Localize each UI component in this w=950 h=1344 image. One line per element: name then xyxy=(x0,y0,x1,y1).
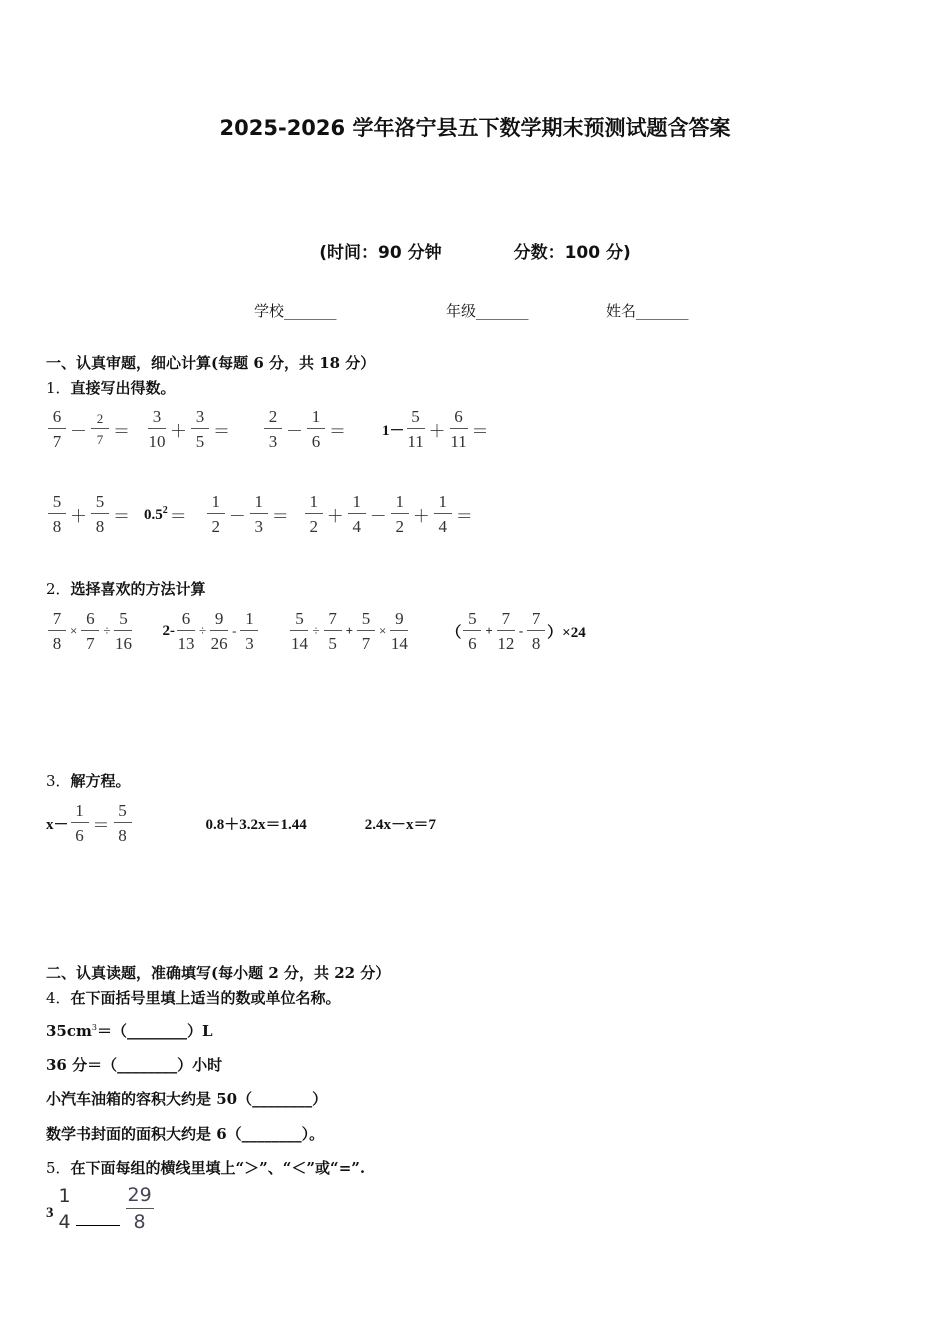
operator: × xyxy=(70,623,78,638)
power-expression: $0.5^2$ xyxy=(144,504,168,523)
operator: ＋ xyxy=(70,506,87,526)
equation-2: 0.8＋3.2x＝1.44 xyxy=(205,816,307,833)
fraction: $\frac{5}{8}$ xyxy=(48,493,66,535)
fraction: $\frac{9}{26}$ xyxy=(210,609,228,653)
fraction: $\frac{5}{6}$ xyxy=(463,610,481,652)
compare-blank[interactable] xyxy=(76,1224,120,1226)
school-field[interactable]: 学校_______ xyxy=(254,302,337,320)
equals-sign: ＝ xyxy=(113,421,130,441)
question-text: 解方程。 xyxy=(70,772,131,790)
operator: － xyxy=(286,421,303,441)
q4-line-4[interactable]: 数学书封面的面积大约是 6（________）。 xyxy=(46,1125,325,1143)
q1-row-2 xyxy=(46,493,475,535)
score-label: 分数：100 分) xyxy=(513,243,631,263)
operator: － xyxy=(228,506,246,526)
equals-sign: ＝ xyxy=(113,506,130,526)
q4-line-2[interactable]: 36 分＝（________）小时 xyxy=(46,1056,223,1074)
q1-row-1 xyxy=(46,408,491,450)
fill-blank[interactable]: ＝（________）L xyxy=(96,1022,213,1040)
fraction: $\frac{5}{7}$ xyxy=(357,610,375,652)
q4-line-1 xyxy=(46,1020,213,1041)
operator: ＋ xyxy=(326,506,344,526)
fraction: $\frac{7}{8}$ xyxy=(527,610,545,652)
operator: ÷ xyxy=(103,623,111,638)
fraction: $\frac{1}{6}$ xyxy=(307,408,325,450)
fraction: $\frac{5}{11}$ xyxy=(407,407,424,451)
left-paren: （ xyxy=(446,624,462,641)
question-text: 选择喜欢的方法计算 xyxy=(70,580,206,598)
q5-compare-row xyxy=(46,1186,156,1232)
fraction: $\frac{1}{2}$ xyxy=(305,493,323,535)
operator: - xyxy=(518,623,524,638)
operator: - xyxy=(232,623,237,638)
fraction: $\frac{1}{4}$ xyxy=(434,493,452,535)
grade-field[interactable]: 年级_______ xyxy=(446,302,529,320)
operator: × xyxy=(379,623,387,638)
fraction: $\frac{2}{7}$ xyxy=(91,412,109,446)
operator: － xyxy=(369,506,387,526)
fraction: $\frac{9}{14}$ xyxy=(390,609,408,653)
fraction: $\frac{1}{3}$ xyxy=(240,610,258,652)
question-text: 直接写出得数。 xyxy=(70,379,176,397)
mixed-whole: 3 xyxy=(46,1205,54,1221)
right-paren-times: ）×24 xyxy=(547,624,586,641)
fraction: $\frac{2}{3}$ xyxy=(264,408,282,450)
exponent: 3 xyxy=(91,1023,97,1032)
operator: ＋ xyxy=(170,421,187,441)
fraction: $\frac{1}{4}$ xyxy=(348,493,366,535)
fraction: $\frac{1}{2}$ xyxy=(207,493,225,535)
operator: + xyxy=(345,623,354,638)
fraction: $\frac{1}{6}$ xyxy=(71,802,89,844)
question-number: 4． xyxy=(46,989,71,1007)
section-1-heading: 一、认真审题，细心计算(每题 6 分，共 18 分） xyxy=(46,354,376,372)
time-score-line xyxy=(0,238,950,263)
time-label: (时间：90 分钟 xyxy=(319,243,442,263)
fraction: $\frac{7}{5}$ xyxy=(324,610,342,652)
page-title: 2025-2026 学年洛宁县五下数学期末预测试题含答案 xyxy=(219,116,731,140)
question-1 xyxy=(46,377,176,398)
question-text: 在下面每组的横线里填上“＞”、“＜”或“=”. xyxy=(70,1159,366,1177)
expression-lead: 1－ xyxy=(382,422,405,439)
question-text: 在下面括号里填上适当的数或单位名称。 xyxy=(70,989,341,1007)
operator: ＋ xyxy=(428,421,446,441)
equals-sign: ＝ xyxy=(329,421,346,441)
fraction: 1 4 xyxy=(58,1185,71,1233)
equals-sign: ＝ xyxy=(471,421,489,441)
equals-sign: ＝ xyxy=(455,506,473,526)
fraction: $\frac{6}{7}$ xyxy=(81,610,99,652)
fraction: $\frac{1}{2}$ xyxy=(391,493,409,535)
operator: ＋ xyxy=(412,506,430,526)
fraction: $\frac{5}{16}$ xyxy=(114,609,132,653)
equals-sign: ＝ xyxy=(213,421,230,441)
fraction: $\frac{6}{11}$ xyxy=(450,407,467,451)
operator: + xyxy=(485,623,493,638)
fraction: $\frac{6}{7}$ xyxy=(48,408,66,450)
question-4 xyxy=(46,987,341,1008)
fraction: $\frac{5}{14}$ xyxy=(290,609,308,653)
operator: － xyxy=(70,421,87,441)
equals-sign: ＝ xyxy=(92,815,110,835)
section-2-heading: 二、认真读题，准确填写(每小题 2 分，共 22 分） xyxy=(46,964,391,982)
name-field[interactable]: 姓名_______ xyxy=(606,302,689,320)
q2-row xyxy=(46,610,586,652)
q4-line-3[interactable]: 小汽车油箱的容积大约是 50（________） xyxy=(46,1090,328,1108)
fraction: $\frac{29}{8}$ xyxy=(127,1184,152,1233)
expression-lead: 2- xyxy=(162,622,175,639)
volume-value: 35cm xyxy=(46,1022,92,1040)
equation-3: 2.4x－x＝7 xyxy=(364,816,437,833)
fraction: $\frac{5}{8}$ xyxy=(114,802,132,844)
question-3 xyxy=(46,770,131,791)
equals-sign: ＝ xyxy=(271,506,289,526)
fraction: $\frac{7}{8}$ xyxy=(48,610,66,652)
fraction: $\frac{5}{8}$ xyxy=(91,493,109,535)
operator: ÷ xyxy=(312,623,320,638)
fraction: $\frac{3}{10}$ xyxy=(148,407,166,451)
question-number: 3． xyxy=(46,772,71,790)
fraction: $\frac{1}{3}$ xyxy=(250,493,268,535)
fraction: $\frac{3}{5}$ xyxy=(191,408,209,450)
question-number: 1． xyxy=(46,379,71,397)
question-2 xyxy=(46,578,206,599)
question-number: 5． xyxy=(46,1159,71,1177)
expression-lead: x－ xyxy=(46,816,69,833)
fraction: $\frac{7}{12}$ xyxy=(497,609,515,653)
question-number: 2． xyxy=(46,580,71,598)
q3-row xyxy=(46,802,436,844)
fraction: $\frac{6}{13}$ xyxy=(177,609,195,653)
question-5 xyxy=(46,1157,365,1178)
equals-sign: ＝ xyxy=(169,506,187,526)
operator: ÷ xyxy=(198,623,207,638)
